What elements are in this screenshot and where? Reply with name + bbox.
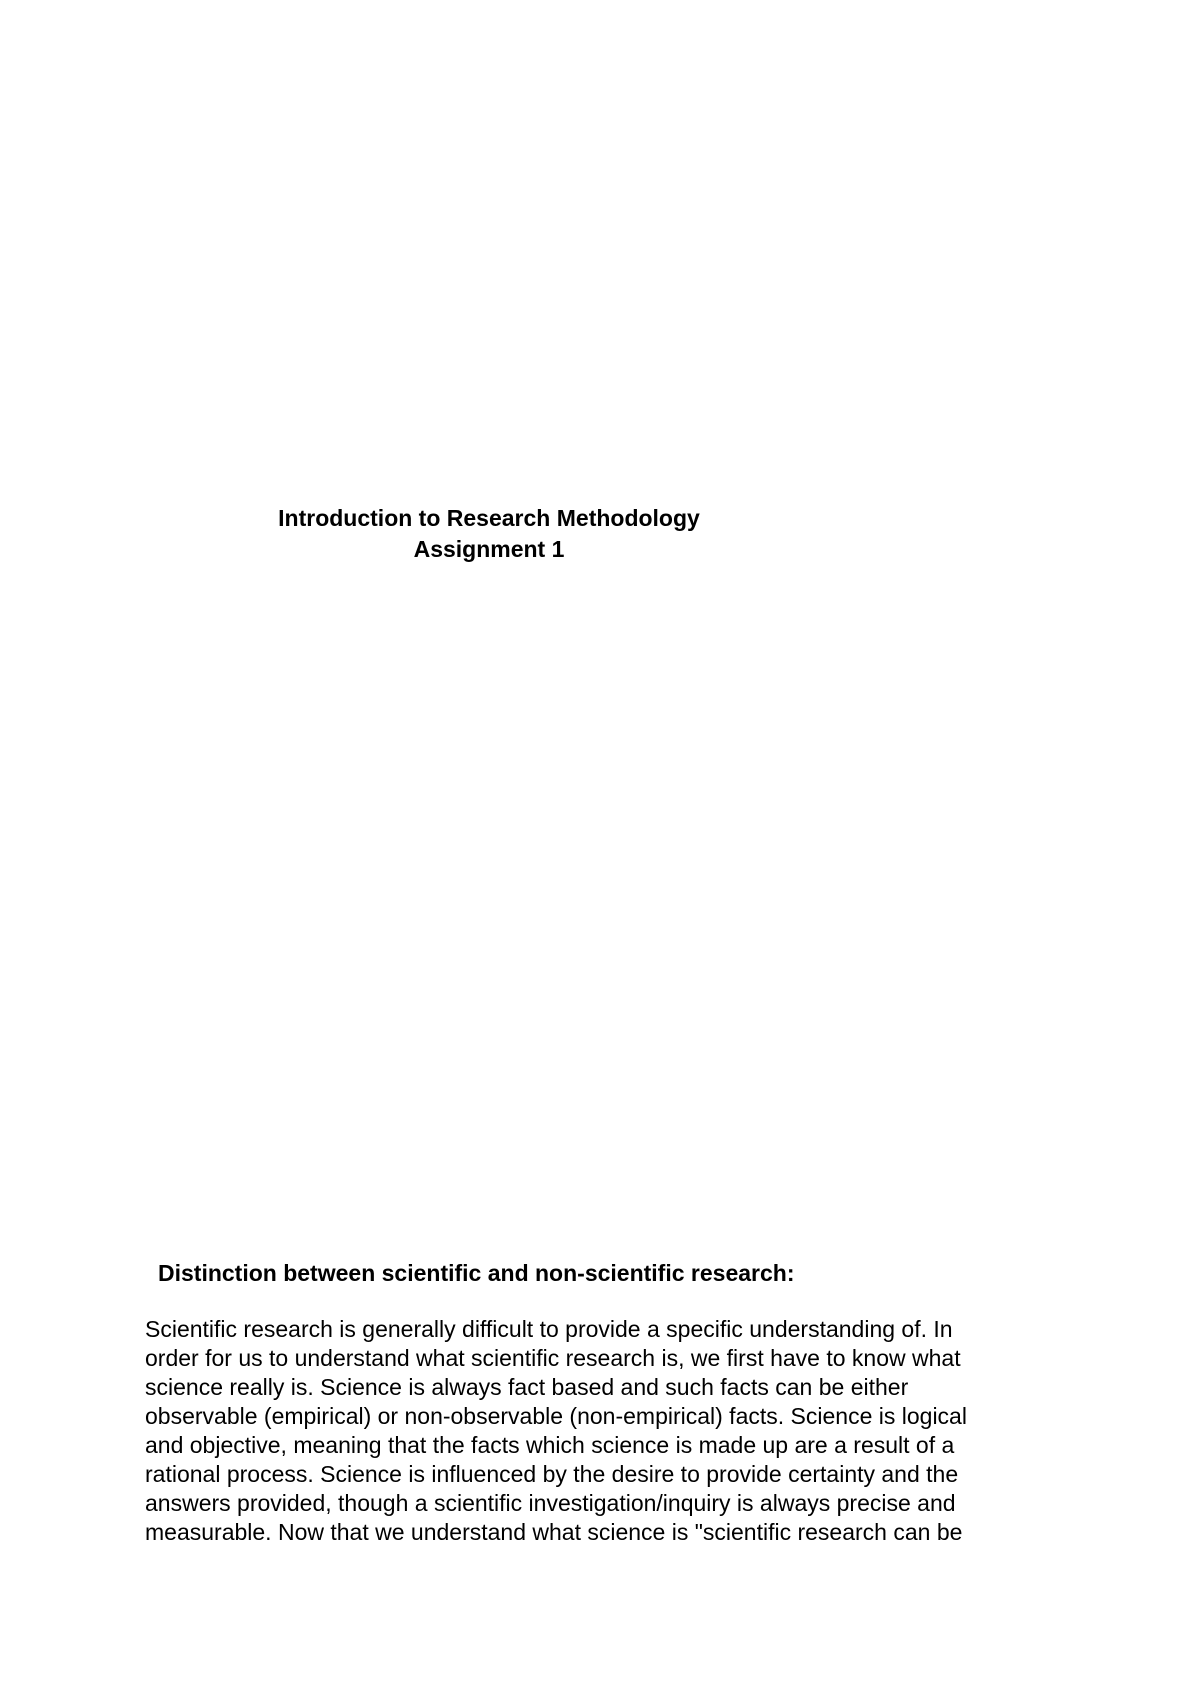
section-heading: Distinction between scientific and non-scientific research: (158, 1260, 795, 1286)
document-title: Introduction to Research Methodology (278, 505, 700, 531)
paragraph-line: order for us to understand what scientific research is, we first have to know what (145, 1345, 961, 1371)
paragraph-line: measurable. Now that we understand what science is "scientific research can be (145, 1519, 963, 1545)
paragraph-line: and objective, meaning that the facts which science is made up are a result of a (145, 1432, 955, 1458)
paragraph-line: Scientific research is generally difficult to provide a specific understanding of. In (145, 1316, 953, 1342)
paragraph-line: science really is. Science is always fact based and such facts can be either (145, 1374, 909, 1400)
paragraph-line: rational process. Science is influenced by the desire to provide certainty and the (145, 1461, 959, 1487)
paragraph-line: observable (empirical) or non-observable (non-empirical) facts. Science is logical (145, 1403, 967, 1429)
title-block (264, 503, 714, 565)
body-paragraph (145, 1315, 1025, 1547)
document-subtitle: Assignment 1 (413, 536, 565, 562)
paragraph-line: answers provided, though a scientific investigation/inquiry is always precise and (145, 1490, 956, 1516)
